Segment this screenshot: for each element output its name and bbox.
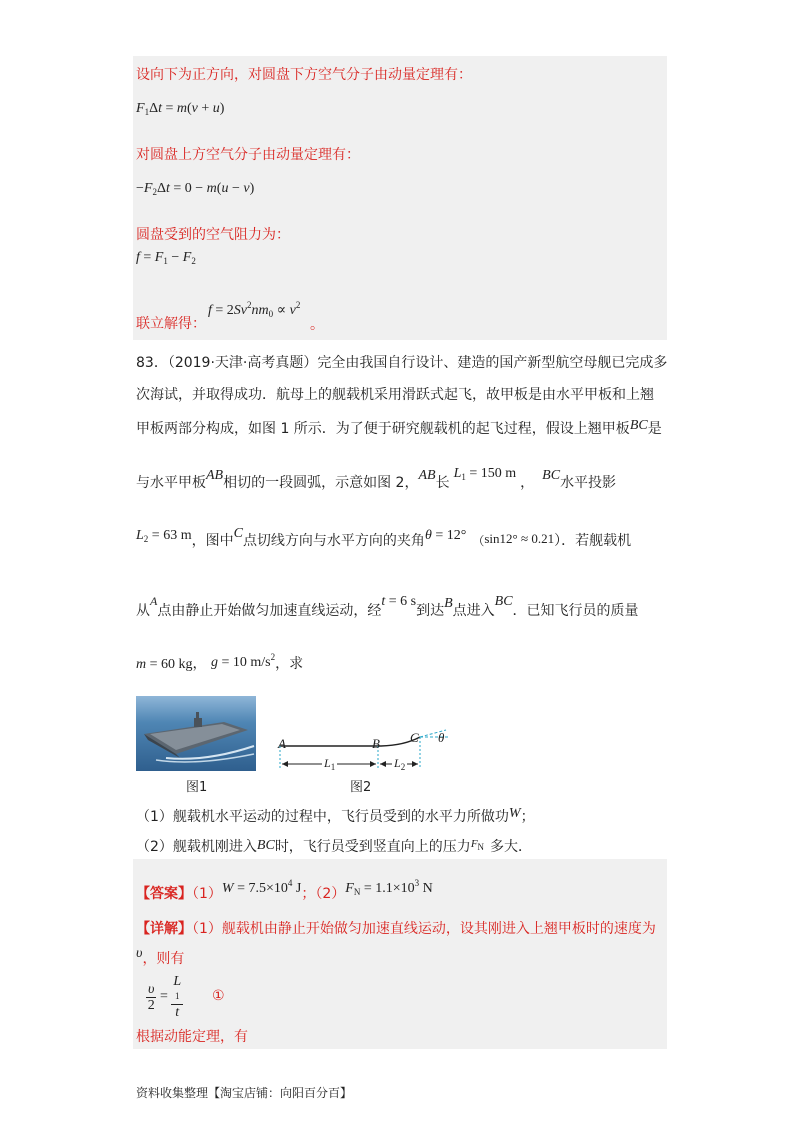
arrow-l2-left: [380, 761, 386, 767]
question-line-6a: 从: [136, 603, 150, 619]
comma: ，: [192, 656, 211, 672]
label-l2-letter: L: [394, 756, 401, 770]
solution-line-1: 设向下为正方向，对圆盘下方空气分子由动量定理有：: [136, 67, 472, 83]
sub-question-2c: 多大．: [490, 839, 533, 855]
detail-text-2: ，则有: [142, 951, 185, 967]
question-line-2: 次海试，并取得成功．航母上的舰载机采用滑跃式起飞，故甲板是由水平甲板和上翘: [136, 387, 654, 403]
page-footer: 资料收集整理【淘宝店铺：向阳百分百】: [136, 1086, 353, 1100]
question-line-6: [136, 594, 639, 620]
solution-period: 。: [310, 317, 324, 333]
label-l2: [392, 756, 407, 772]
equation-f: $f = F_1 - F_2$: [136, 250, 196, 266]
equation-f1: $F_1\Delta t = m(v + u)$: [136, 101, 225, 117]
symbol-bc-3: BC: [494, 594, 513, 609]
answer-separator: ；（2）: [301, 886, 346, 902]
label-theta: θ: [438, 730, 445, 745]
symbol-a: A: [150, 594, 158, 608]
answer-fn: $F_N = 1.1\times 10^3$ N: [345, 878, 433, 897]
question-line-4d: ，: [520, 475, 535, 491]
symbol-bc-2: BC: [542, 468, 561, 483]
label-l1-sub: 1: [330, 762, 336, 772]
detail-line-2: [136, 946, 184, 968]
answer-line: [136, 878, 433, 903]
sub-question-1: [136, 806, 535, 826]
label-c: C: [410, 730, 419, 745]
question-line-6c: 到达: [416, 603, 445, 619]
sub-question-1-text: （1）舰载机水平运动的过程中，飞行员受到的水平力所做功: [136, 809, 509, 825]
frac-v-2: $\frac{\upsilon}{2}$: [147, 981, 155, 1013]
expr-theta: θ = 12°: [424, 528, 467, 543]
sub-question-2a: （2）舰载机刚进入: [136, 839, 257, 855]
solution-line-4: 联立解得：: [136, 316, 206, 332]
fig2-caption: 图2: [350, 780, 372, 795]
question-line-3a: 甲板两部分构成，如图 1 所示．为了便于研究舰载机的起飞过程，假设上翘甲板: [136, 421, 630, 437]
question-line-4b: 相切的一段圆弧，示意如图 2，: [223, 475, 419, 491]
expr-m: m = 60 kg: [136, 657, 193, 672]
arrow-l1-right: [370, 761, 376, 767]
question-line-5: [136, 526, 631, 550]
carrier-photo: [136, 696, 256, 771]
question-line-5b: 点切线方向与水平方向的夹角: [242, 533, 425, 549]
question-header: 83．（2019·天津·高考真题）完全由我国自行设计、建造的国产新型航空母舰已完成多: [136, 355, 668, 371]
arrow-l2-right: [412, 761, 418, 767]
symbol-c: C: [233, 526, 243, 541]
expr-t: t = 6 s: [381, 594, 417, 609]
solution-line-3: 圆盘受到的空气阻力为：: [136, 227, 290, 243]
expr-l2: $L_2 = 63$ m: [136, 528, 192, 544]
symbol-bc: BC: [629, 418, 648, 433]
question-line-7a: ，求: [275, 656, 304, 672]
expr-g: g = 10 $m/s^2$: [210, 652, 276, 670]
label-l1-letter: L: [324, 756, 331, 770]
label-b: B: [372, 736, 380, 751]
question-line-4a: 与水平甲板: [136, 475, 206, 491]
question-line-7: [136, 652, 303, 673]
label-l2-sub: 2: [400, 762, 406, 772]
symbol-b: B: [444, 596, 453, 611]
question-line-4c: 长: [435, 475, 450, 491]
label-l1: [322, 756, 337, 772]
symbol-ab: AB: [206, 468, 224, 483]
answer-tag: 【答案】: [136, 886, 192, 902]
arrow-l1-left: [282, 761, 288, 767]
question-line-3: [136, 418, 662, 438]
symbol-fn: FN: [470, 838, 485, 852]
detail-line-3: 根据动能定理，有: [136, 1029, 248, 1045]
fig1-caption: 图1: [186, 780, 208, 795]
detail-text-1: （1）舰载机由静止开始做匀加速直线运动，设其刚进入上翘甲板时的速度为: [192, 921, 656, 937]
equation-number-1: ①: [212, 988, 225, 1004]
sub-question-1-end: ；: [520, 809, 535, 825]
question-line-5c: （: [472, 534, 485, 548]
question-line-4e: 水平投影: [560, 475, 617, 491]
detail-tag: 【详解】: [136, 921, 192, 937]
symbol-bc-4: BC: [256, 838, 275, 853]
solution-line-2: 对圆盘上方空气分子由动量定理有：: [136, 147, 360, 163]
equation-v-over-2: $\frac{\upsilon}{2}$ = L 1 t: [147, 974, 182, 1020]
question-line-6e: ．已知飞行员的质量: [512, 603, 639, 619]
answer-part1-label: （1）: [192, 886, 222, 902]
expr-sin: sin12° ≈ 0.21: [484, 531, 555, 546]
question-line-5d: ）．若舰载机: [554, 533, 632, 549]
sub-question-2: [136, 836, 532, 856]
equation-f2: $-F_2\Delta t = 0 - m(u - v)$: [136, 181, 255, 197]
symbol-w: W: [508, 806, 521, 821]
question-line-4: [136, 466, 616, 492]
question-line-6b: 点由静止开始做匀加速直线运动，经: [157, 603, 382, 619]
solution-shade-top: [133, 56, 667, 340]
detail-line-1: [136, 918, 656, 938]
expr-l1: $L_1 = 150$ m: [453, 466, 517, 482]
sub-question-2b: 时，飞行员受到竖直向上的压力: [274, 839, 471, 855]
question-line-3b: 是: [647, 421, 662, 437]
question-line-5a: ，图中: [191, 533, 234, 549]
symbol-ab-2: AB: [418, 468, 436, 483]
question-line-6d: 点进入: [452, 603, 495, 619]
carrier-photo-svg: [136, 696, 256, 771]
symbol-v: υ: [136, 946, 143, 961]
answer-w: $W = 7.5\times 10^4$ J: [221, 878, 302, 896]
equation-result: $f = 2Sv^2nm_0 \propto v^2$: [208, 300, 301, 319]
label-a: A: [278, 736, 286, 751]
frac-l1-t: L 1 t: [173, 974, 182, 1020]
